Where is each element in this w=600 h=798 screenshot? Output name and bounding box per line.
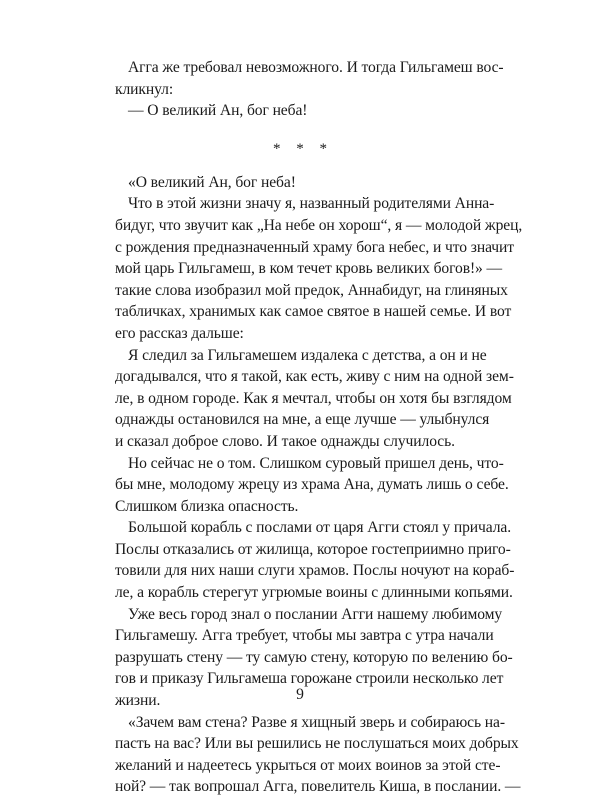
text-line: однажды остановился на мне, а еще лучше — улыбнулся (115, 411, 490, 429)
text-line: «О великий Ан, бог неба! (128, 173, 296, 191)
section-separator: * * * (273, 140, 333, 157)
text-line: с рождения предназначенный храму бога небес, и что значит (115, 238, 514, 256)
text-line: жизни. (115, 692, 161, 710)
text-line: догадывался, что я такой, как есть, живу с ним на одной зем- (115, 368, 514, 386)
text-line: ле, в одном городе. Как я мечтал, чтобы он хотя бы взглядом (115, 389, 512, 407)
text-line: товили для них наши слуги храмов. Послы ночуют на кораб- (115, 562, 515, 580)
text-line: Большой корабль с послами от царя Агги стоял у причала. (128, 519, 512, 537)
text-line: табличках, хранимых как самое святое в нашей семье. И вот (115, 303, 512, 321)
text-line: Но сейчас не о том. Слишком суровый пришел день, что- (128, 454, 504, 472)
text-line: «Зачем вам стена? Разве я хищный зверь и собираюсь на- (128, 713, 505, 731)
text-line: бы мне, молодому жрецу из храма Ана, думать лишь о себе. (115, 476, 509, 494)
text-line: Гильгамешу. Агга требует, чтобы мы завтра с утра начали (115, 627, 494, 645)
page-number: 9 (296, 686, 304, 703)
text-line: желаний и надеетесь укрыться от моих воинов за этой сте- (115, 756, 501, 774)
text-line: такие слова изобразил мой предок, Аннабидуг, на глиняных (115, 281, 508, 299)
text-line: ле, а корабль стерегут угрюмые воины с длинными копьями. (115, 584, 513, 602)
main-text (115, 172, 523, 798)
text-line: Послы отказались от жилища, которое гостеприимно приго- (115, 540, 511, 558)
text-line: разрушать стену — ту самую стену, которую по велению бо- (115, 648, 513, 666)
text-line: его рассказ дальше: (115, 324, 244, 342)
text-line: бидуг, что звучит как „На небе он хорош“, я — молодой жрец, (115, 216, 523, 234)
text-line: Уже весь город знал о послании Агги нашему любимому (128, 605, 503, 623)
text-line: и сказал доброе слово. И такое однажды случилось. (115, 432, 455, 450)
text-line: Что в этой жизни значу я, названный родителями Анна- (128, 195, 495, 213)
text-line: кликнул: (115, 80, 174, 98)
text-line: Агга же требовал невозможного. И тогда Гильгамеш вос- (128, 59, 504, 76)
text-line: мой царь Гильгамеш, в ком течет кровь великих богов!» — (115, 260, 503, 278)
text-line: Я следил за Гильгамешем издалека с детства, а он и не (128, 346, 487, 364)
text-line: гов и приказу Гильгамеша горожане строили несколько лет (115, 670, 504, 688)
text-line: Слишком близка опасность. (115, 497, 299, 515)
text-line: — О великий Ан, бог неба! (128, 102, 308, 120)
text-line: ной? — так вопрошал Агга, повелитель Киша, в послании. — (115, 778, 521, 796)
opening-paragraphs (115, 57, 504, 122)
text-line: пасть на вас? Или вы решились не послушаться моих добрых (115, 735, 519, 753)
